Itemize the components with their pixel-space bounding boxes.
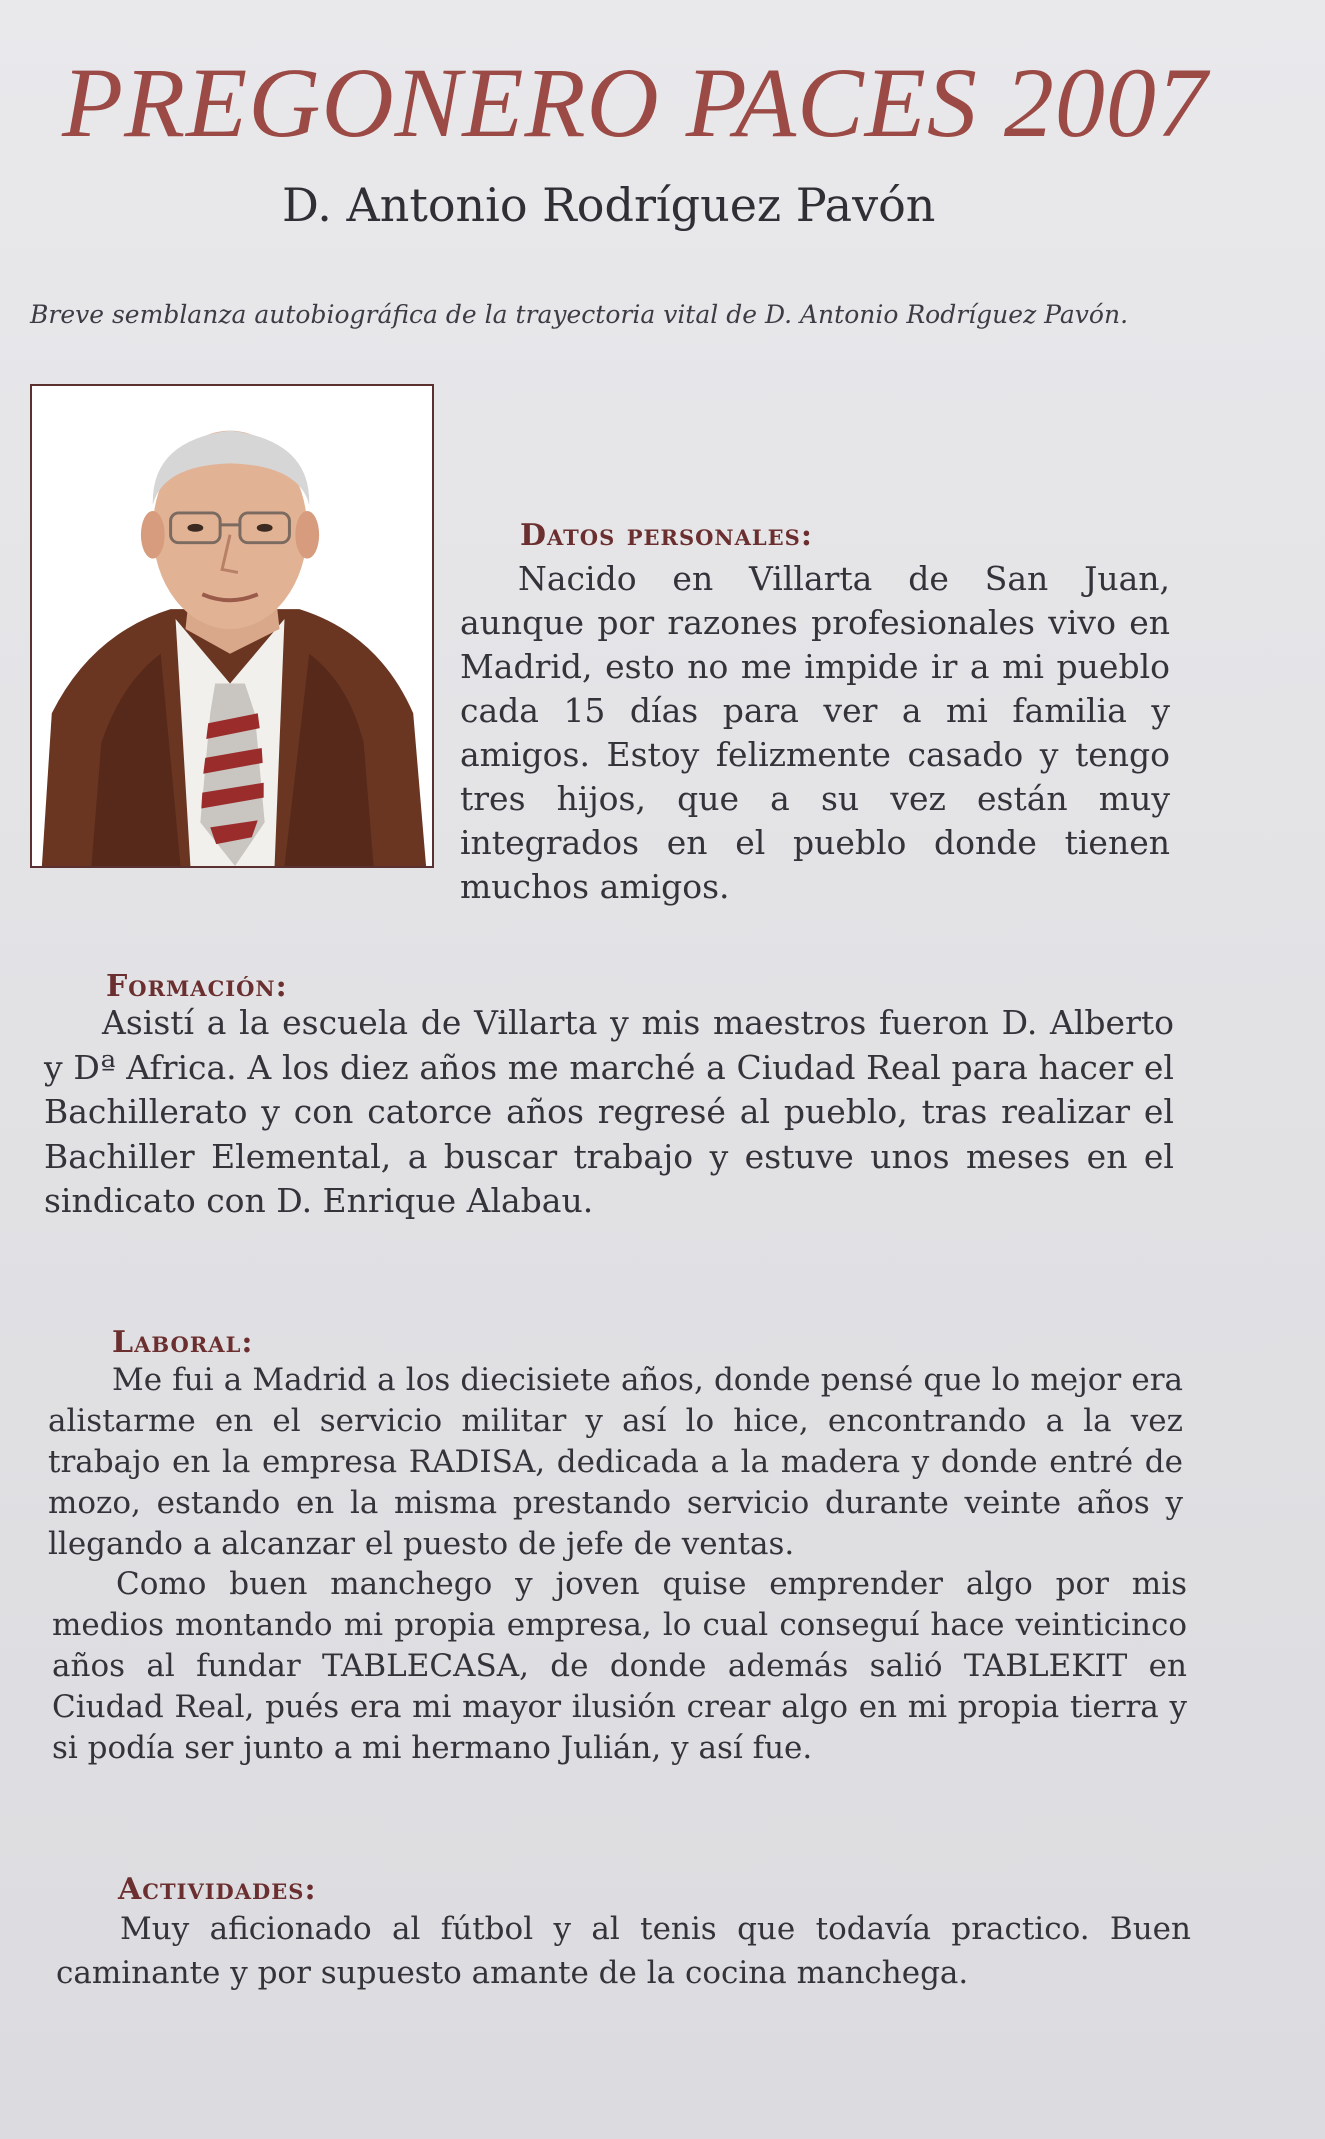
section-text-formacion: Asistí a la escuela de Villarta y mis maestros fueron D. Alberto y Dª Africa. A los diez años me marché a Ciudad Real para hacer el Bachillerato y con catorce años regresé al pueblo, tras realizar el Bachiller Elemental, a buscar trabajo y estuve unos meses en el sindicato con D. Enrique Alabau. bbox=[44, 1003, 1174, 1220]
section-heading-formacion: Formación: bbox=[106, 969, 288, 1004]
author-name: D. Antonio Rodríguez Pavón bbox=[282, 178, 936, 232]
section-text-datos: Nacido en Villarta de San Juan, aunque por razones profesionales vivo en Madrid, esto no me impide ir a mi pueblo cada 15 días para ver a mi familia y amigos. Estoy felizmente casado y tengo tres hijos, que a su vez están muy integrados en el pueblo donde tienen muchos amigos. bbox=[460, 559, 1170, 906]
section-text-laboral-1: Me fui a Madrid a los diecisiete años, donde pensé que lo mejor era alistarme en el servicio militar y así lo hice, encontrando a la vez trabajo en la empresa RADISA, dedicada a la madera y donde entré de mozo, estando en la misma prestando servicio durante veinte años y llegando a alcanzar el puesto de jefe de ventas. bbox=[48, 1362, 1183, 1562]
portrait-image bbox=[32, 386, 432, 866]
section-heading-datos: Datos personales: bbox=[520, 518, 813, 553]
intro-text: Breve semblanza autobiográfica de la trayectoria vital de D. Antonio Rodríguez Pavón. bbox=[30, 300, 1129, 329]
section-text-actividades: Muy aficionado al fútbol y al tenis que todavía practico. Buen caminante y por supuesto amante de la cocina manchega. bbox=[56, 1911, 1191, 1991]
page-title: PREGONERO PACES 2007 bbox=[62, 47, 1208, 158]
section-heading-actividades: Actividades: bbox=[118, 1872, 317, 1907]
section-heading-laboral: Laboral: bbox=[112, 1325, 254, 1360]
section-text-laboral-2: Como buen manchego y joven quise emprender algo por mis medios montando mi propia empresa, lo cual conseguí hace veinticinco años al fundar TABLECASA, de donde además salió TABLEKIT en Ciudad Real, pués era mi mayor ilusión crear algo en mi propia tierra y si podía ser junto a mi hermano Julián, y así fue. bbox=[52, 1566, 1187, 1766]
portrait-photo bbox=[30, 384, 434, 868]
